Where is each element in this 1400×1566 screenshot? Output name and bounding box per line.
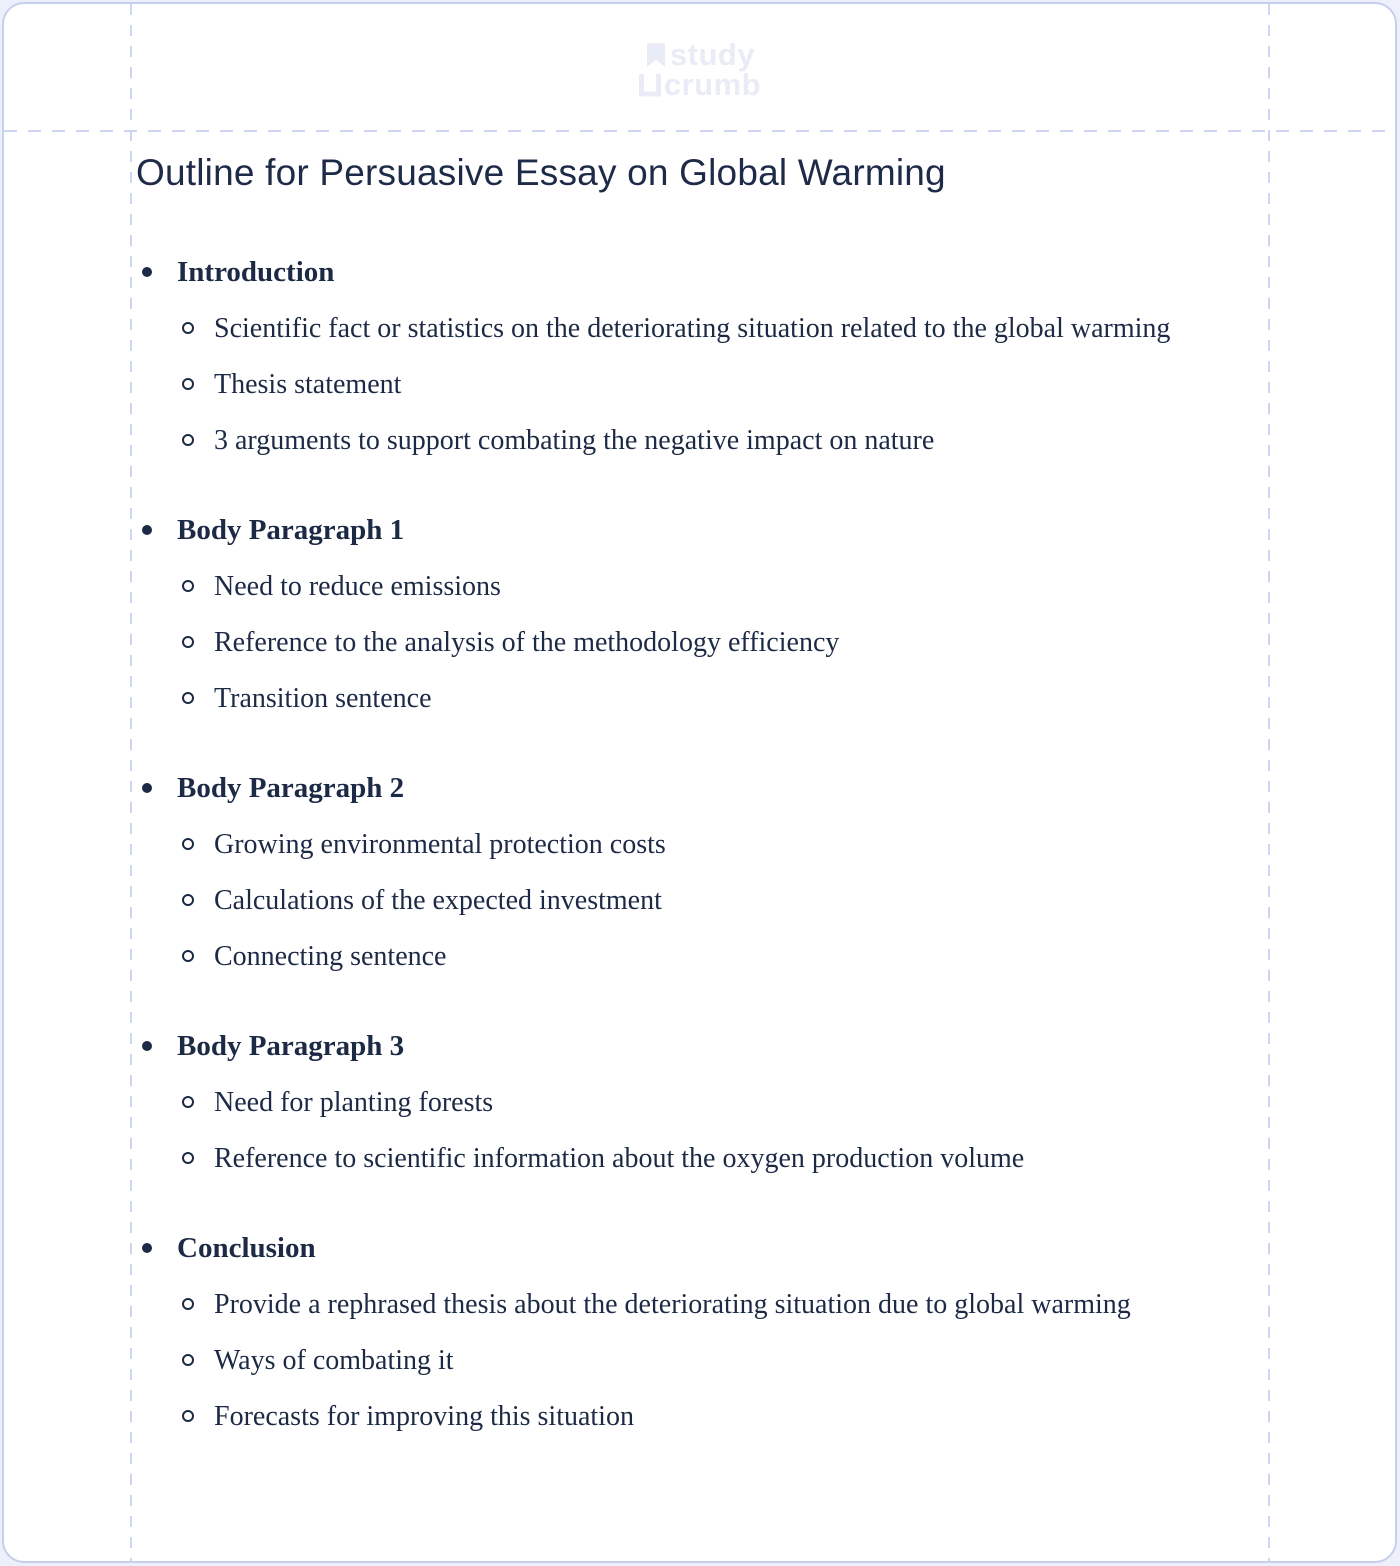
outline-item-row: [182, 676, 1292, 722]
section-heading-label: Conclusion: [177, 1232, 316, 1264]
item-text: Thesis statement: [214, 369, 402, 400]
outline-item-row: [182, 418, 1292, 464]
outline-item-row: [182, 1136, 1292, 1182]
studycrumb-watermark-logo: [4, 37, 1395, 102]
outline-item-row: [182, 822, 1292, 868]
hollow-bullet-icon: [182, 620, 214, 648]
outline-section: [132, 506, 1292, 722]
hollow-bullet-icon: [182, 564, 214, 592]
item-text: Ways of combating it: [214, 1345, 454, 1376]
outline-item-row: [182, 1282, 1292, 1328]
section-heading-label: Body Paragraph 2: [177, 772, 405, 804]
outline-item-row: [182, 564, 1292, 610]
filled-bullet-icon: [142, 248, 177, 277]
outline-item-row: [182, 362, 1292, 408]
outline-section: [132, 764, 1292, 980]
hollow-bullet-icon: [182, 1136, 214, 1164]
logo-text-study: study: [669, 37, 756, 72]
item-text: Calculations of the expected investment: [214, 885, 662, 916]
outline-section: [132, 1224, 1292, 1440]
hollow-bullet-icon: [182, 878, 214, 906]
outline-section: [132, 1022, 1292, 1182]
outline-list: [132, 248, 1292, 1440]
item-text: 3 arguments to support combating the negative impact on nature: [214, 425, 935, 456]
item-text: Provide a rephrased thesis about the deteriorating situation due to global warming: [214, 1289, 1131, 1320]
filled-bullet-icon: [142, 1022, 177, 1051]
section-heading-label: Introduction: [177, 256, 335, 288]
hollow-bullet-icon: [182, 306, 214, 334]
logo-text-crumb: crumb: [663, 67, 762, 102]
outline-item-row: [182, 1394, 1292, 1440]
section-heading-row: [142, 248, 1292, 296]
item-text: Forecasts for improving this situation: [214, 1401, 634, 1432]
item-text: Scientific fact or statistics on the deteriorating situation related to the global warming: [214, 313, 1171, 344]
filled-bullet-icon: [142, 764, 177, 793]
outline-item-row: [182, 878, 1292, 924]
outline-item-row: [182, 1080, 1292, 1126]
section-heading-row: [142, 764, 1292, 812]
filled-bullet-icon: [142, 1224, 177, 1253]
section-heading-row: [142, 1224, 1292, 1272]
outline-item-row: [182, 934, 1292, 980]
section-heading-label: Body Paragraph 3: [177, 1030, 405, 1062]
document-card: [2, 2, 1397, 1563]
open-box-icon: [638, 73, 662, 97]
outline-section: [132, 248, 1292, 464]
item-text: Reference to scientific information about the oxygen production volume: [214, 1143, 1025, 1174]
hollow-bullet-icon: [182, 1282, 214, 1310]
section-heading-label: Body Paragraph 1: [177, 514, 405, 546]
outline-item-row: [182, 306, 1292, 352]
hollow-bullet-icon: [182, 1338, 214, 1366]
outline-item-row: [182, 1338, 1292, 1384]
hollow-bullet-icon: [182, 1080, 214, 1108]
item-text: Transition sentence: [214, 683, 432, 714]
item-text: Connecting sentence: [214, 941, 447, 972]
item-text: Reference to the analysis of the methodology efficiency: [214, 627, 840, 658]
outline-item-row: [182, 620, 1292, 666]
item-text: Need to reduce emissions: [214, 571, 501, 602]
section-heading-row: [142, 506, 1292, 554]
hollow-bullet-icon: [182, 1394, 214, 1422]
hollow-bullet-icon: [182, 362, 214, 390]
logo-row-crumb: [638, 67, 762, 102]
hollow-bullet-icon: [182, 934, 214, 962]
hollow-bullet-icon: [182, 822, 214, 850]
section-heading-row: [142, 1022, 1292, 1070]
document-content: [132, 132, 1292, 1440]
item-text: Growing environmental protection costs: [214, 829, 666, 860]
hollow-bullet-icon: [182, 676, 214, 704]
hollow-bullet-icon: [182, 418, 214, 446]
page-title: Outline for Persuasive Essay on Global Warming: [136, 152, 946, 193]
filled-bullet-icon: [142, 506, 177, 535]
logo-row-study: [644, 37, 756, 72]
bookmark-icon: [644, 42, 668, 68]
item-text: Need for planting forests: [214, 1087, 494, 1118]
